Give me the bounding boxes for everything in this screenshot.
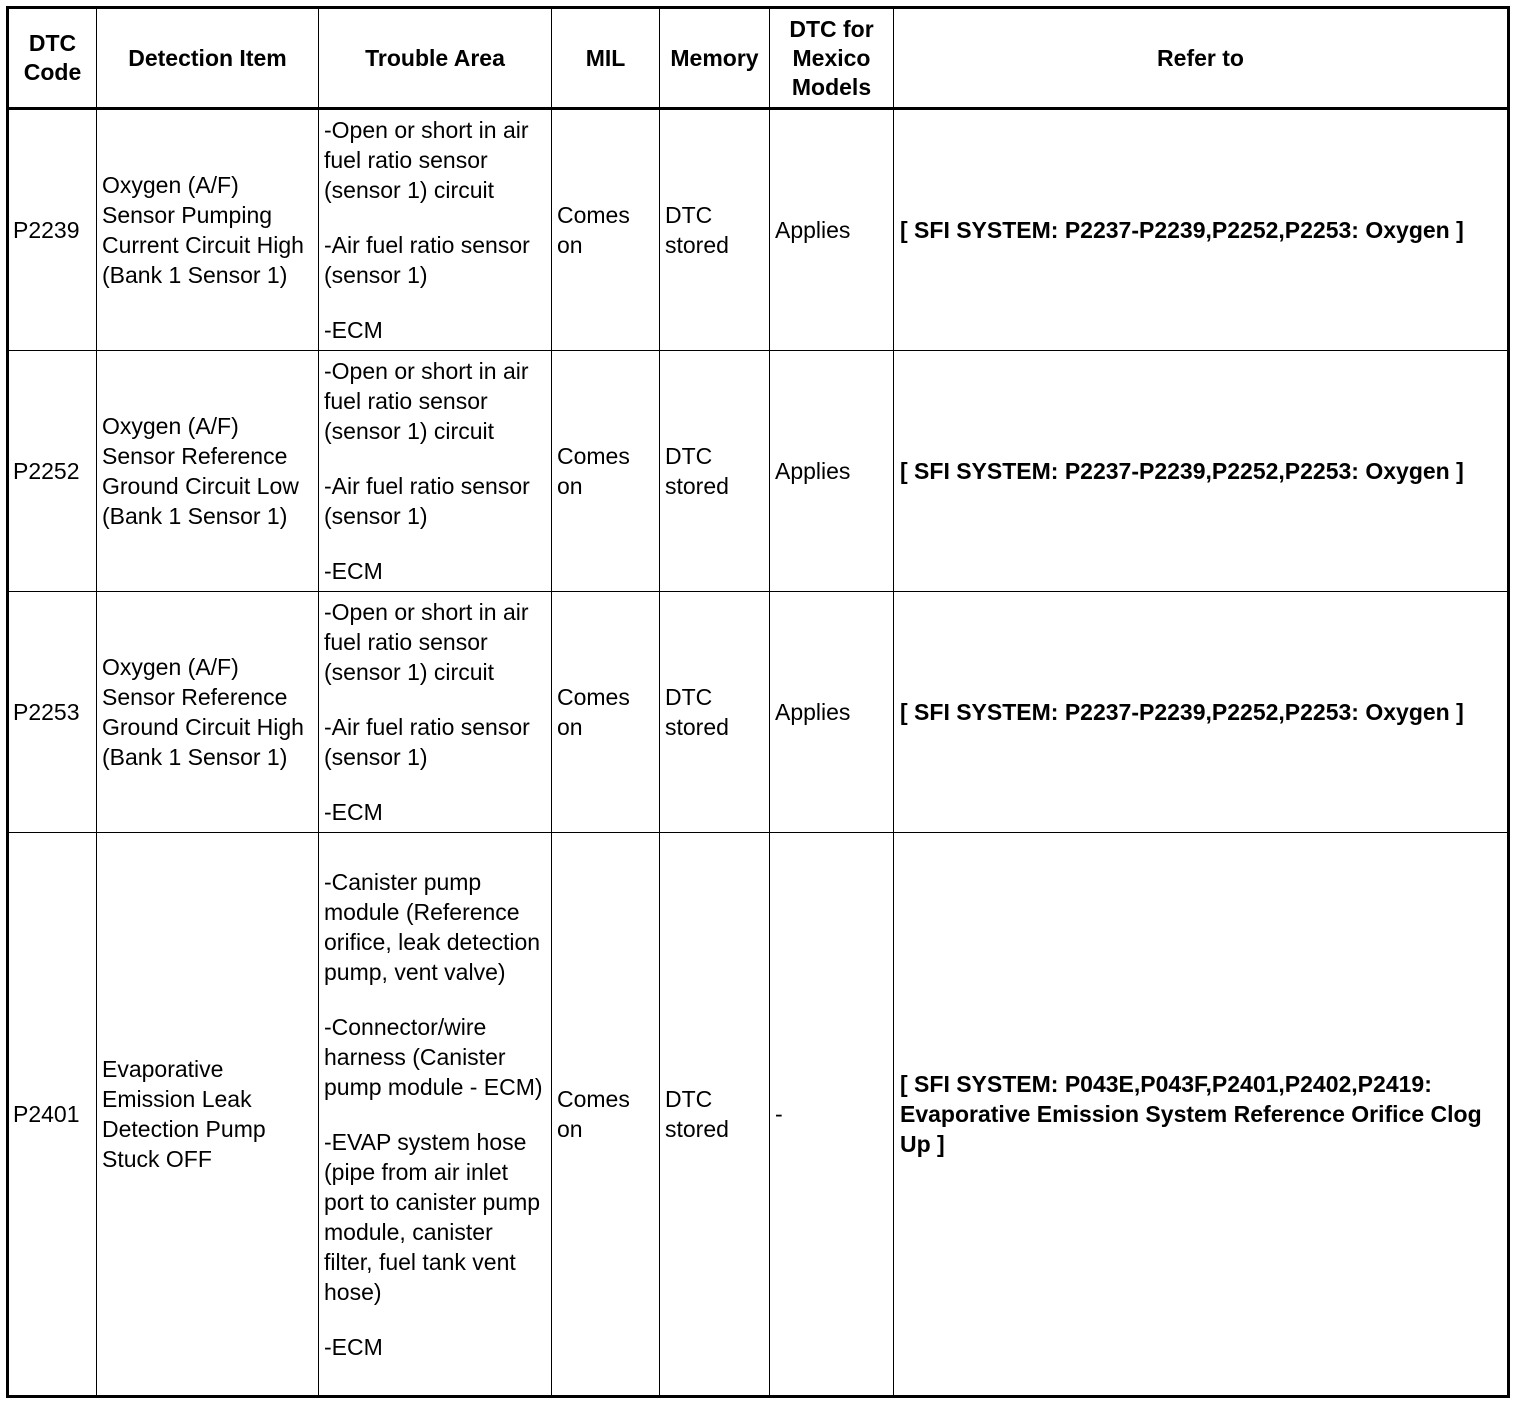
mil-cell: Comes on [552, 833, 660, 1397]
table-row [8, 833, 1509, 1397]
detection-item-cell: Evaporative Emission Leak Detection Pump Stuck OFF [97, 833, 319, 1397]
trouble-area-line: -Air fuel ratio sensor (sensor 1) [324, 473, 530, 529]
trouble-area-cell [319, 351, 552, 592]
dtc-code-cell: P2239 [8, 109, 97, 351]
trouble-area-cell [319, 109, 552, 351]
detection-item-cell: Oxygen (A/F) Sensor Reference Ground Circuit Low (Bank 1 Sensor 1) [97, 351, 319, 592]
trouble-area-cell [319, 833, 552, 1397]
table-row [8, 351, 1509, 592]
refer-to-link[interactable]: [ SFI SYSTEM: P2237-P2239,P2252,P2253: Oxygen ] [894, 351, 1509, 592]
mil-cell: Comes on [552, 592, 660, 833]
trouble-area-line: -Open or short in air fuel ratio sensor (sensor 1) circuit [324, 599, 529, 685]
refer-to-link[interactable]: [ SFI SYSTEM: P2237-P2239,P2252,P2253: Oxygen ] [894, 109, 1509, 351]
memory-cell: DTC stored [660, 109, 770, 351]
mexico-models-cell: Applies [770, 109, 894, 351]
trouble-area-line: -Canister pump module (Reference orifice, leak detection pump, vent valve) [324, 868, 541, 985]
dtc-code-cell: P2401 [8, 833, 97, 1397]
dtc-table [6, 6, 1510, 1398]
header-mexico-models: DTC for Mexico Models [770, 8, 894, 109]
table-row [8, 109, 1509, 351]
mexico-models-cell: - [770, 833, 894, 1397]
trouble-area-line: -EVAP system hose (pipe from air inlet port to canister pump module, canister filter, fuel tank vent hose) [324, 1128, 541, 1305]
mil-cell: Comes on [552, 351, 660, 592]
trouble-area-line: -Air fuel ratio sensor (sensor 1) [324, 232, 530, 288]
memory-cell: DTC stored [660, 833, 770, 1397]
refer-to-link[interactable]: [ SFI SYSTEM: P2237-P2239,P2252,P2253: Oxygen ] [894, 592, 1509, 833]
mexico-models-cell: Applies [770, 592, 894, 833]
header-refer-to: Refer to [894, 8, 1509, 109]
header-row [8, 8, 1509, 109]
memory-cell: DTC stored [660, 592, 770, 833]
mil-cell: Comes on [552, 109, 660, 351]
header-dtc-code: DTC Code [8, 8, 97, 109]
dtc-code-cell: P2253 [8, 592, 97, 833]
trouble-area-line: -ECM [324, 317, 383, 343]
trouble-area-line: -ECM [324, 1333, 383, 1360]
trouble-area-line: -Open or short in air fuel ratio sensor (sensor 1) circuit [324, 117, 529, 203]
memory-cell: DTC stored [660, 351, 770, 592]
header-mil: MIL [552, 8, 660, 109]
dtc-code-cell: P2252 [8, 351, 97, 592]
header-trouble-area: Trouble Area [319, 8, 552, 109]
trouble-area-cell [319, 592, 552, 833]
mexico-models-cell: Applies [770, 351, 894, 592]
trouble-area-line: -Open or short in air fuel ratio sensor (sensor 1) circuit [324, 358, 529, 444]
trouble-area-line: -Connector/wire harness (Canister pump module - ECM) [324, 1013, 543, 1100]
trouble-area-line: -ECM [324, 558, 383, 584]
header-memory: Memory [660, 8, 770, 109]
trouble-area-line: -ECM [324, 799, 383, 825]
table-row [8, 592, 1509, 833]
trouble-area-line: -Air fuel ratio sensor (sensor 1) [324, 714, 530, 770]
refer-to-link[interactable]: [ SFI SYSTEM: P043E,P043F,P2401,P2402,P2419: Evaporative Emission System Reference Orifice Clog Up ] [894, 833, 1509, 1397]
detection-item-cell: Oxygen (A/F) Sensor Reference Ground Circuit High (Bank 1 Sensor 1) [97, 592, 319, 833]
header-detection-item: Detection Item [97, 8, 319, 109]
detection-item-cell: Oxygen (A/F) Sensor Pumping Current Circuit High (Bank 1 Sensor 1) [97, 109, 319, 351]
